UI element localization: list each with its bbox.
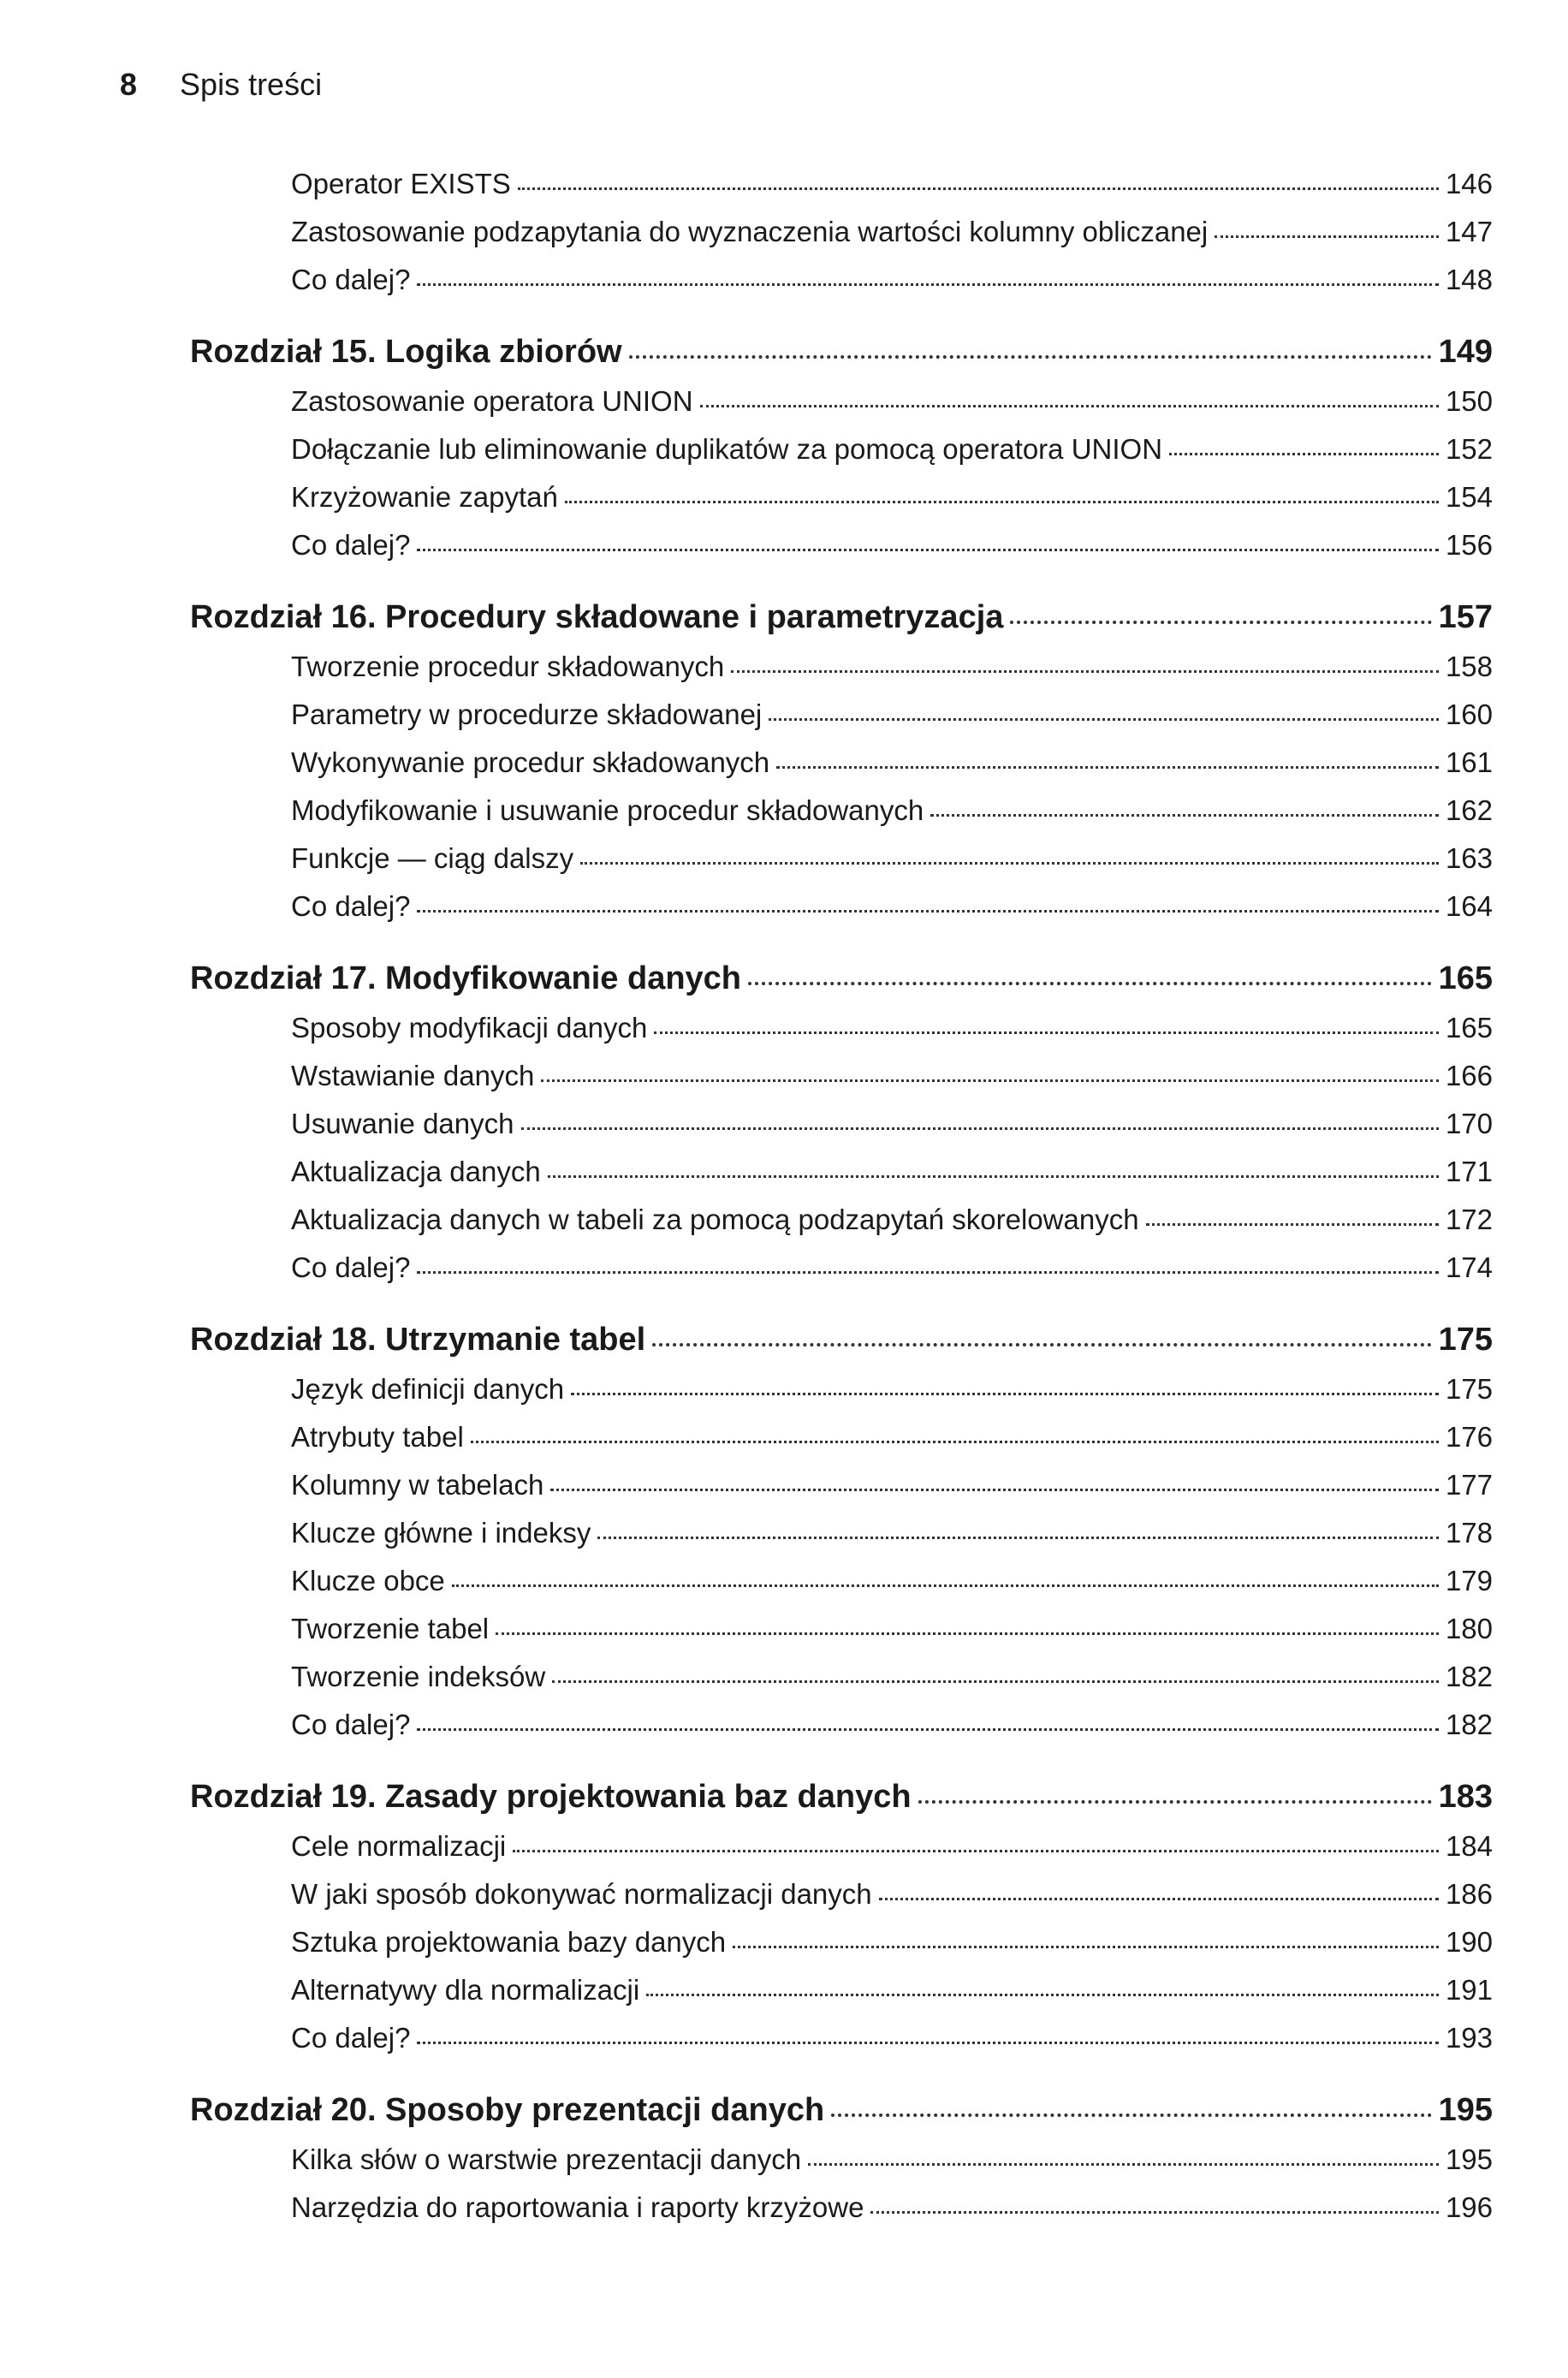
entry-page-number: 164 xyxy=(1445,890,1493,922)
entry-page-number: 196 xyxy=(1445,2191,1493,2223)
dot-leader xyxy=(769,718,1439,721)
page-number: 8 xyxy=(120,67,138,102)
entry-title: Język definicji danych xyxy=(291,1373,565,1405)
dot-leader xyxy=(918,1800,1432,1804)
chapter-title: Rozdział 15. Logika zbiorów xyxy=(190,334,622,370)
entry-title: Klucze obce xyxy=(291,1565,445,1596)
dot-leader xyxy=(1215,235,1439,238)
entry-title: Kilka słów o warstwie prezentacji danych xyxy=(291,2143,802,2175)
toc-entry[interactable] xyxy=(190,1565,1493,1613)
chapter-page-number: 149 xyxy=(1438,334,1493,370)
chapter-heading[interactable] xyxy=(190,1322,1493,1373)
toc-entry[interactable] xyxy=(190,264,1493,312)
entry-title: Usuwanie danych xyxy=(291,1108,514,1139)
entry-page-number: 191 xyxy=(1445,1974,1493,2006)
chapter-page-number: 175 xyxy=(1438,1322,1493,1358)
toc-chapter xyxy=(190,1779,1493,2070)
chapter-heading[interactable] xyxy=(190,599,1493,651)
entry-title: Parametry w procedurze składowanej xyxy=(291,699,763,730)
toc-entry[interactable] xyxy=(190,216,1493,264)
dot-leader xyxy=(748,982,1432,985)
toc-entry[interactable] xyxy=(190,1878,1493,1926)
dot-leader xyxy=(417,283,1439,286)
entry-page-number: 177 xyxy=(1445,1469,1493,1501)
dot-leader xyxy=(733,1946,1439,1948)
entry-page-number: 156 xyxy=(1445,529,1493,561)
dot-leader xyxy=(541,1079,1439,1082)
chapter-title: Rozdział 19. Zasady projektowania baz danych xyxy=(190,1779,912,1815)
entry-title: Aktualizacja danych xyxy=(291,1156,541,1187)
chapter-page-number: 165 xyxy=(1438,960,1493,996)
toc-entry[interactable] xyxy=(190,1421,1493,1469)
entry-page-number: 161 xyxy=(1445,746,1493,778)
dot-leader xyxy=(452,1584,1439,1587)
toc-entry[interactable] xyxy=(190,2191,1493,2239)
entry-title: Cele normalizacji xyxy=(291,1830,507,1862)
dot-leader xyxy=(652,1343,1431,1347)
running-title: Spis treści xyxy=(180,67,323,102)
page-header xyxy=(120,67,322,103)
dot-leader xyxy=(1146,1223,1439,1226)
toc-chapter xyxy=(190,599,1493,938)
chapter-title: Rozdział 18. Utrzymanie tabel xyxy=(190,1322,646,1358)
dot-leader xyxy=(629,355,1432,359)
entry-page-number: 148 xyxy=(1445,264,1493,295)
dot-leader xyxy=(654,1031,1439,1034)
toc-chapter xyxy=(190,334,1493,577)
dot-leader xyxy=(552,1680,1439,1683)
entry-page-number: 190 xyxy=(1445,1926,1493,1958)
dot-leader xyxy=(870,2211,1438,2214)
toc-entry[interactable] xyxy=(190,2143,1493,2191)
toc-entry[interactable] xyxy=(190,1709,1493,1757)
toc-entry[interactable] xyxy=(190,385,1493,433)
chapter-title: Rozdział 16. Procedury składowane i parametryzacja xyxy=(190,599,1004,635)
entry-page-number: 150 xyxy=(1445,385,1493,417)
entry-page-number: 166 xyxy=(1445,1060,1493,1091)
dot-leader xyxy=(518,187,1439,190)
entry-page-number: 182 xyxy=(1445,1709,1493,1740)
dot-leader xyxy=(417,1728,1439,1731)
dot-leader xyxy=(417,549,1439,551)
table-of-contents xyxy=(190,168,1493,2262)
toc-entry[interactable] xyxy=(190,890,1493,938)
dot-leader xyxy=(513,1850,1439,1852)
entry-title: Co dalej? xyxy=(291,264,411,295)
toc-entry[interactable] xyxy=(190,1060,1493,1108)
entry-title: Co dalej? xyxy=(291,2022,411,2054)
entry-title: Modyfikowanie i usuwanie procedur składowanych xyxy=(291,794,924,826)
dot-leader xyxy=(930,814,1439,817)
entry-title: Narzędzia do raportowania i raporty krzyżowe xyxy=(291,2191,864,2223)
dot-leader xyxy=(831,2113,1431,2117)
entry-page-number: 160 xyxy=(1445,699,1493,730)
dot-leader xyxy=(417,910,1439,913)
toc-chapter xyxy=(190,960,1493,1299)
entry-page-number: 186 xyxy=(1445,1878,1493,1910)
entry-page-number: 182 xyxy=(1445,1661,1493,1692)
entry-page-number: 175 xyxy=(1445,1373,1493,1405)
chapter-heading[interactable] xyxy=(190,1779,1493,1830)
chapter-title: Rozdział 17. Modyfikowanie danych xyxy=(190,960,742,996)
toc-entry[interactable] xyxy=(190,2022,1493,2070)
entry-title: Klucze główne i indeksy xyxy=(291,1517,591,1549)
dot-leader xyxy=(1169,453,1439,455)
entry-page-number: 178 xyxy=(1445,1517,1493,1549)
dot-leader xyxy=(571,1393,1439,1395)
toc-chapter xyxy=(190,1322,1493,1757)
dot-leader xyxy=(417,1271,1439,1274)
entry-title: Wykonywanie procedur składowanych xyxy=(291,746,770,778)
toc-chapter xyxy=(190,168,1493,312)
dot-leader xyxy=(417,2042,1439,2044)
toc-entry[interactable] xyxy=(190,794,1493,842)
dot-leader xyxy=(471,1441,1439,1443)
entry-title: Zastosowanie podzapytania do wyznaczenia wartości kolumny obliczanej xyxy=(291,216,1209,247)
toc-entry[interactable] xyxy=(190,1517,1493,1565)
entry-title: W jaki sposób dokonywać normalizacji danych xyxy=(291,1878,872,1910)
dot-leader xyxy=(550,1489,1439,1491)
entry-title: Krzyżowanie zapytań xyxy=(291,481,558,513)
entry-title: Zastosowanie operatora UNION xyxy=(291,385,693,417)
entry-title: Sposoby modyfikacji danych xyxy=(291,1012,648,1043)
entry-title: Tworzenie indeksów xyxy=(291,1661,546,1692)
chapter-page-number: 195 xyxy=(1438,2092,1493,2128)
entry-title: Alternatywy dla normalizacji xyxy=(291,1974,640,2006)
entry-title: Wstawianie danych xyxy=(291,1060,535,1091)
dot-leader xyxy=(646,1994,1439,1996)
toc-entry[interactable] xyxy=(190,433,1493,481)
toc-entry[interactable] xyxy=(190,1373,1493,1421)
entry-page-number: 172 xyxy=(1445,1204,1493,1235)
chapter-heading[interactable] xyxy=(190,2092,1493,2143)
entry-title: Sztuka projektowania bazy danych xyxy=(291,1926,727,1958)
toc-chapter xyxy=(190,2092,1493,2239)
entry-title: Tworzenie procedur składowanych xyxy=(291,651,725,682)
entry-title: Tworzenie tabel xyxy=(291,1613,490,1644)
chapter-page-number: 157 xyxy=(1438,599,1493,635)
entry-page-number: 163 xyxy=(1445,842,1493,874)
dot-leader xyxy=(879,1898,1439,1900)
toc-entry[interactable] xyxy=(190,1974,1493,2022)
toc-entry[interactable] xyxy=(190,168,1493,216)
entry-title: Co dalej? xyxy=(291,529,411,561)
entry-page-number: 180 xyxy=(1445,1613,1493,1644)
entry-page-number: 195 xyxy=(1445,2143,1493,2175)
dot-leader xyxy=(565,501,1439,503)
dot-leader xyxy=(776,766,1439,769)
chapter-page-number: 183 xyxy=(1438,1779,1493,1815)
entry-page-number: 184 xyxy=(1445,1830,1493,1862)
dot-leader xyxy=(521,1127,1439,1130)
entry-title: Co dalej? xyxy=(291,890,411,922)
toc-entry[interactable] xyxy=(190,1613,1493,1661)
entry-title: Co dalej? xyxy=(291,1251,411,1283)
toc-entry[interactable] xyxy=(190,651,1493,699)
entry-title: Atrybuty tabel xyxy=(291,1421,464,1453)
entry-page-number: 174 xyxy=(1445,1251,1493,1283)
dot-leader xyxy=(597,1537,1439,1539)
toc-entry[interactable] xyxy=(190,1469,1493,1517)
entry-title: Co dalej? xyxy=(291,1709,411,1740)
toc-entry[interactable] xyxy=(190,746,1493,794)
dot-leader xyxy=(580,862,1439,865)
toc-entry[interactable] xyxy=(190,1012,1493,1060)
toc-entry[interactable] xyxy=(190,699,1493,746)
dot-leader xyxy=(700,405,1439,407)
dot-leader xyxy=(1010,621,1431,624)
toc-entry[interactable] xyxy=(190,1108,1493,1156)
entry-page-number: 162 xyxy=(1445,794,1493,826)
entry-page-number: 165 xyxy=(1445,1012,1493,1043)
dot-leader xyxy=(731,670,1439,673)
entry-title: Kolumny w tabelach xyxy=(291,1469,544,1501)
toc-entry[interactable] xyxy=(190,1156,1493,1204)
entry-page-number: 146 xyxy=(1445,168,1493,199)
entry-page-number: 176 xyxy=(1445,1421,1493,1453)
entry-title: Aktualizacja danych w tabeli za pomocą podzapytań skorelowanych xyxy=(291,1204,1139,1235)
toc-entry[interactable] xyxy=(190,1251,1493,1299)
entry-title: Operator EXISTS xyxy=(291,168,511,199)
entry-page-number: 170 xyxy=(1445,1108,1493,1139)
dot-leader xyxy=(496,1632,1439,1635)
entry-page-number: 158 xyxy=(1445,651,1493,682)
toc-entry[interactable] xyxy=(190,1204,1493,1251)
entry-page-number: 147 xyxy=(1445,216,1493,247)
entry-page-number: 171 xyxy=(1445,1156,1493,1187)
entry-page-number: 179 xyxy=(1445,1565,1493,1596)
entry-page-number: 154 xyxy=(1445,481,1493,513)
toc-entry[interactable] xyxy=(190,481,1493,529)
toc-entry[interactable] xyxy=(190,1661,1493,1709)
chapter-title: Rozdział 20. Sposoby prezentacji danych xyxy=(190,2092,825,2128)
toc-entry[interactable] xyxy=(190,529,1493,577)
dot-leader xyxy=(548,1175,1439,1178)
toc-entry[interactable] xyxy=(190,1926,1493,1974)
toc-entry[interactable] xyxy=(190,842,1493,890)
entry-title: Dołączanie lub eliminowanie duplikatów za pomocą operatora UNION xyxy=(291,433,1163,465)
entry-page-number: 152 xyxy=(1445,433,1493,465)
entry-title: Funkcje — ciąg dalszy xyxy=(291,842,574,874)
entry-page-number: 193 xyxy=(1445,2022,1493,2054)
dot-leader xyxy=(808,2163,1439,2166)
chapter-heading[interactable] xyxy=(190,334,1493,385)
chapter-heading[interactable] xyxy=(190,960,1493,1012)
toc-entry[interactable] xyxy=(190,1830,1493,1878)
